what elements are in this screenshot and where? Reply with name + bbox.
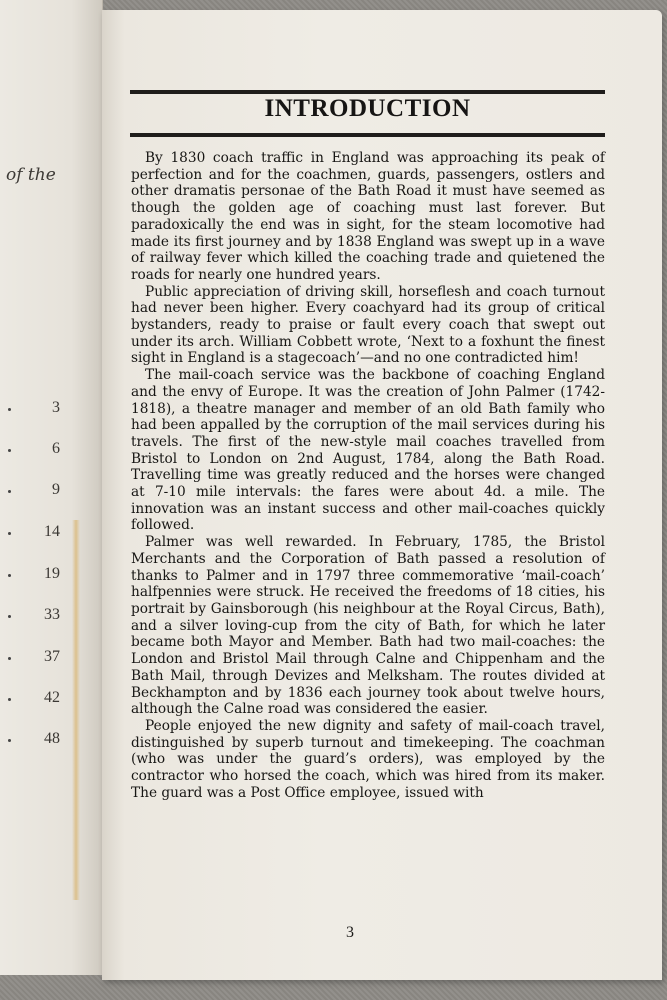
page-edge-stain <box>72 520 80 900</box>
toc-leader-dot <box>8 657 11 660</box>
toc-page-number: 33 <box>44 606 60 623</box>
toc-page-number: 19 <box>44 565 60 582</box>
page-title: INTRODUCTION <box>264 95 471 122</box>
toc-leader-dot <box>8 615 11 618</box>
toc-leader-dot <box>8 698 11 701</box>
left-page <box>0 0 103 975</box>
toc-leader-dot <box>8 574 11 577</box>
body-paragraph: Public appreciation of driving skill, horseflesh and coach turnout had never been higher. Every coachyard had its group of critical bystanders, ready to praise or fault every coach that swept out under its arch. William Cobbett wrote, ‘Next to a foxhunt the finest sight in England is a stagecoach’—and no one contradicted him! <box>131 283 605 367</box>
body-paragraph: People enjoyed the new dignity and safety of mail-coach travel, distinguished by superb turnout and timekeeping. The coachman (who was under the guard’s orders), was employed by the contractor who horsed the coach, which was hired from its maker. The guard was a Post Office employee, issued with <box>131 717 605 801</box>
toc-page-number: 6 <box>52 440 60 457</box>
left-page-text-fragment: of the <box>6 165 56 185</box>
toc-leader-dot <box>8 449 11 452</box>
toc-leader-dot <box>8 739 11 742</box>
body-paragraph: The mail-coach service was the backbone of coaching England and the envy of Europe. It was the creation of John Palmer (1742-1818), a theatre manager and member of an old Bath family who had been appalled by the corruption of the mail services during his travels. The first of the new-style mail coaches travelled from Bristol to London on 2nd August, 1784, along the Bath Road. Travelling time was greatly reduced and the horses were changed at 7-10 mile intervals: the fares were about 4d. a mile. The innovation was an instant success and other mail-coaches quickly followed. <box>131 367 605 534</box>
body-paragraph: By 1830 coach traffic in England was approaching its peak of perfection and for the coachmen, guards, passengers, ostlers and other dramatis personae of the Bath Road it must have seemed as though the golden age of coaching must last forever. But paradoxically the end was in sight, for the steam locomotive had made its first journey and by 1838 England was swept up in a wave of railway fever which killed the coaching trade and quietened the roads for nearly one hundred years. <box>131 150 605 283</box>
page-number: 3 <box>346 924 354 941</box>
toc-page-number: 9 <box>52 481 60 498</box>
body-text <box>131 150 605 801</box>
toc-leader-dot <box>8 408 11 411</box>
heading-bottom-rule <box>130 133 605 137</box>
toc-page-number: 3 <box>52 399 60 416</box>
toc-leader-dot <box>8 490 11 493</box>
toc-page-number: 14 <box>44 523 60 540</box>
body-paragraph: Palmer was well rewarded. In February, 1785, the Bristol Merchants and the Corporation of Bath passed a resolution of thanks to Palmer and in 1797 three commemorative ‘mail-coach’ halfpennies were struck. He received the freedoms of 18 cities, his portrait by Gainsborough (his neighbour at the Royal Circus, Bath), and a silver loving-cup from the city of Bath, for which he later became both Mayor and Member. Bath had two mail-coaches: the London and Bristol Mail through Calne and Chippenham and the Bath Mail, through Devizes and Melksham. The routes divided at Beckhampton and by 1836 each journey took about twelve hours, although the Calne road was considered the easier. <box>131 534 605 718</box>
toc-page-number: 37 <box>44 648 60 665</box>
toc-leader-dot <box>8 532 11 535</box>
toc-page-number: 48 <box>44 730 60 747</box>
toc-page-number: 42 <box>44 689 60 706</box>
heading-top-rule <box>130 90 605 94</box>
